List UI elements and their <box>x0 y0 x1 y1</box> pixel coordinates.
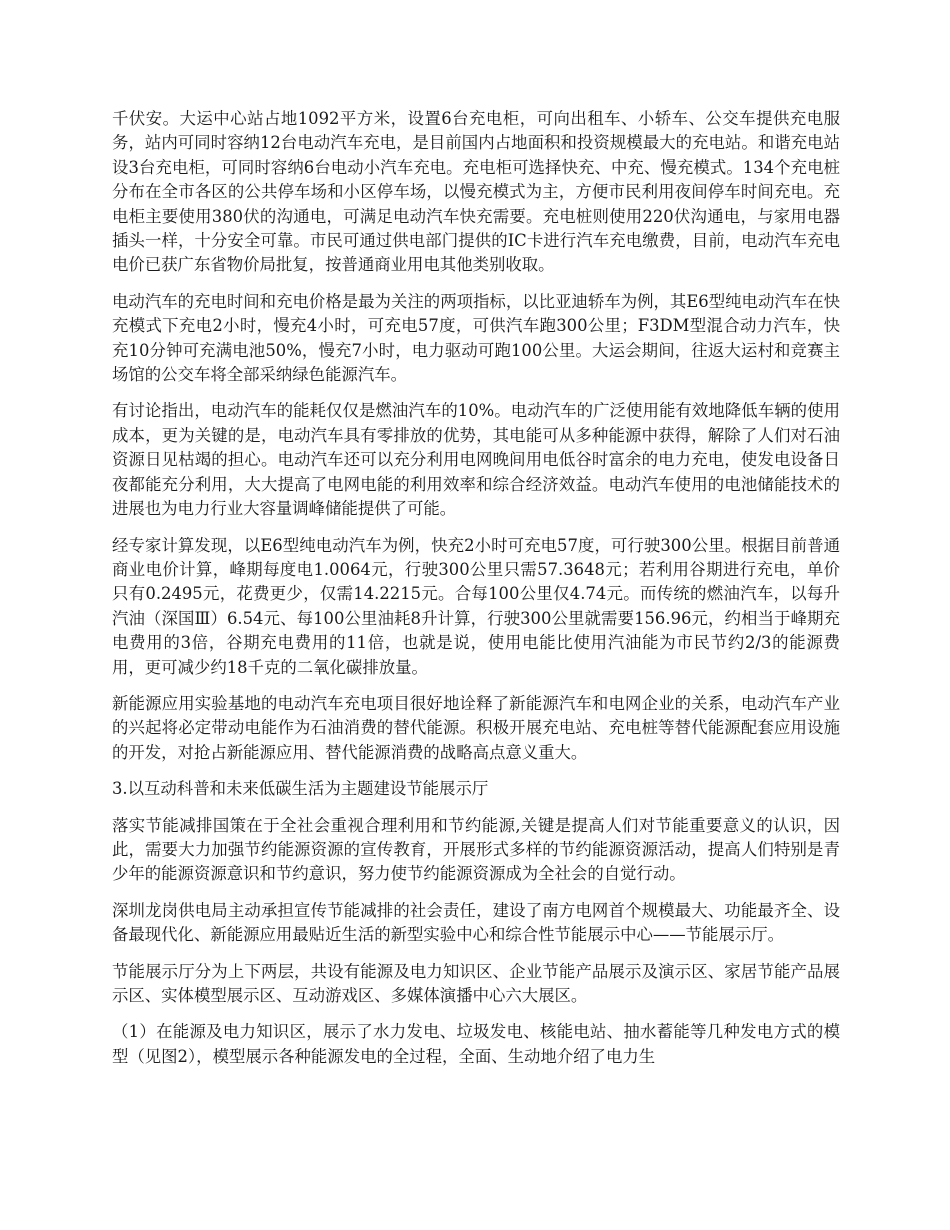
paragraph: 有讨论指出，电动汽车的能耗仅仅是燃油汽车的10%。电动汽车的广泛使用能有效地降低车辆的使用成本，更为关键的是，电动汽车具有零排放的优势，其电能可从多种能源中获得，解除了人们对石油资源日见枯竭的担心。电动汽车还可以充分利用电网晚间用电低谷时富余的电力充电，使发电设备日夜都能充分利用，大大提高了电网电能的利用效率和综合经济效益。电动汽车使用的电池储能技术的进展也为电力行业大容量调峰储能提供了可能。 <box>112 401 840 519</box>
paragraph: （1）在能源及电力知识区，展示了水力发电、垃圾发电、核能电站、抽水蓄能等几种发电方式的模型（见图2），模型展示各种能源发电的全过程，全面、生动地介绍了电力生 <box>112 1022 840 1066</box>
paragraph: 新能源应用实验基地的电动汽车充电项目很好地诠释了新能源汽车和电网企业的关系，电动汽车产业的兴起将必定带动电能作为石油消费的替代能源。积极开展充电站、充电桩等替代能源配套应用设施的开发，对抢占新能源应用、替代能源消费的战略高点意义重大。 <box>112 693 840 762</box>
paragraph: 落实节能减排国策在于全社会重视合理利用和节约能源,关键是提高人们对节能重要意义的认识，因此，需要大力加强节约能源资源的宣传教育，开展形式多样的节约能源资源活动，提高人们特别是青少年的能源资源意识和节约意识，努力使节约能源资源成为全社会的自觉行动。 <box>112 815 840 884</box>
paragraph: 电动汽车的充电时间和充电价格是最为关注的两项指标，以比亚迪轿车为例，其E6型纯电动汽车在快充模式下充电2小时，慢充4小时，可充电57度，可供汽车跑300公里；F3DM型混合动力汽车，快充10分钟可充满电池50%，慢充7小时，电力驱动可跑100公里。大运会期间，往返大运村和竞赛主场馆的公交车将全部采纳绿色能源汽车。 <box>112 291 840 385</box>
document-page <box>112 107 840 1081</box>
paragraph: 经专家计算发现，以E6型纯电动汽车为例，快充2小时可充电57度，可行驶300公里。根据目前普通商业电价计算，峰期每度电1.0064元，行驶300公里只需57.3648元；若利用谷期进行充电，单价只有0.2495元，花费更少，仅需14.2215元。合每100公里仅4.74元。而传统的燃油汽车，以每升汽油（深国Ⅲ）6.54元、每100公里油耗8升计算，行驶300公里就需要156.96元，约相当于峰期充电费用的3倍，谷期充电费用的11倍，也就是说，使用电能比使用汽油能为市民节约2/3的能源费用，更可减少约18千克的二氧化碳排放量。 <box>112 535 840 677</box>
paragraph: 千伏安。大运中心站占地1092平方米，设置6台充电柜，可向出租车、小轿车、公交车提供充电服务，站内可同时容纳12台电动汽车充电，是目前国内占地面积和投资规模最大的充电站。和谐充电站设3台充电柜，可同时容纳6台电动小汽车充电。充电柜可选择快充、中充、慢充模式。134个充电桩分布在全市各区的公共停车场和小区停车场，以慢充模式为主，方便市民利用夜间停车时间充电。充电柜主要使用380伏的沟通电，可满足电动汽车快充需要。充电桩则使用220伏沟通电，与家用电器插头一样，十分安全可靠。市民可通过供电部门提供的IC卡进行汽车充电缴费，目前，电动汽车充电电价已获广东省物价局批复，按普通商业用电其他类别收取。 <box>112 109 840 275</box>
paragraph: 节能展示厅分为上下两层，共设有能源及电力知识区、企业节能产品展示及演示区、家居节能产品展示区、实体模型展示区、互动游戏区、多媒体演播中心六大展区。 <box>112 961 840 1005</box>
paragraph: 深圳龙岗供电局主动承担宣传节能减排的社会责任，建设了南方电网首个规模最大、功能最齐全、设备最现代化、新能源应用最贴近生活的新型实验中心和综合性节能展示中心——节能展示厅。 <box>112 900 840 945</box>
section-heading: 3.以互动科普和未来低碳生活为主题建设节能展示厅 <box>112 779 489 799</box>
